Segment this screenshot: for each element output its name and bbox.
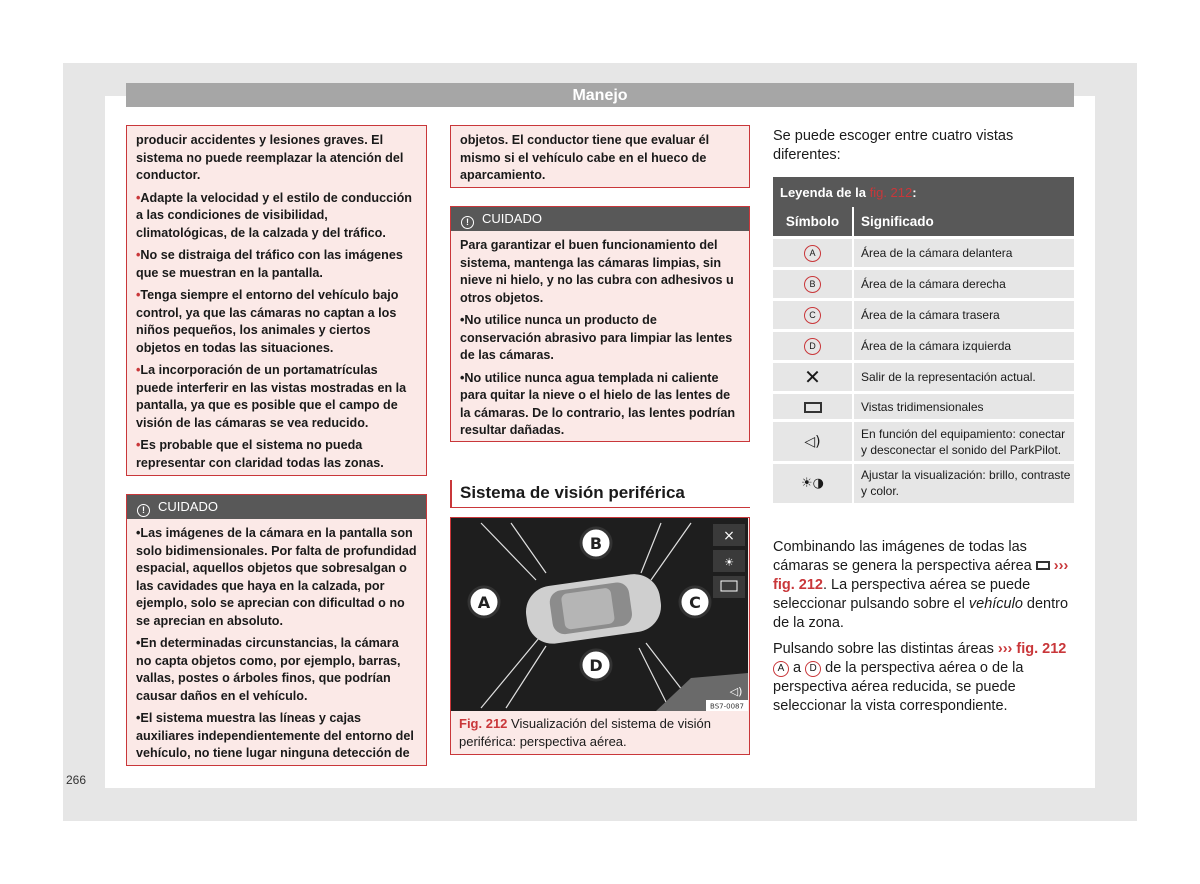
col-meaning-header: Significado <box>853 207 1074 238</box>
caution-item: • El sistema muestra las líneas y cajas auxiliares independientemente del entorno del vehículo, no tiene lugar ninguna detección de <box>136 710 417 763</box>
figure-caption <box>459 715 744 751</box>
label-a[interactable] <box>469 587 499 617</box>
caution-header <box>127 495 426 519</box>
area-a-icon: A <box>804 245 821 262</box>
paragraph-areas: Pulsando sobre las distintas áreas ››› fig. 212 A a D de la perspectiva aérea o de la perspectiva aérea reducida, se puede seleccionar la vista correspondiente. <box>773 641 1067 714</box>
page-number: 266 <box>66 773 87 787</box>
caution-icon: ! <box>137 504 150 517</box>
legend-meaning: En función del equipamiento: conectar y desconectar el sonido del ParkPilot. <box>853 421 1074 463</box>
warning-text: objetos. El conductor tiene que evaluar él mismo si el vehículo cabe en el hueco de aparcamiento. <box>460 133 710 182</box>
svg-text:A: A <box>477 593 491 612</box>
caution-icon: ! <box>461 216 474 229</box>
label-b[interactable] <box>581 528 611 558</box>
brightness-icon: ☀◑ <box>801 475 824 491</box>
area-c-icon: C <box>804 307 821 324</box>
caution-intro: Para garantizar el buen funcionamiento del sistema, mantenga las cámaras limpias, sin nieve ni hielo, y no las cubra con adhesivos u otros objetos. <box>460 238 734 305</box>
warning-item: • No se distraiga del tráfico con las imágenes que se muestran en la pantalla. <box>136 247 417 282</box>
legend-meaning: Área de la cámara trasera <box>853 300 1074 331</box>
warning-item: • La incorporación de un portamatrículas puede interferir en las vistas mostradas en la pantalla, ya que es posible que el campo de visión de las cámaras se vea reducido. <box>136 362 417 432</box>
close-icon: ✕ <box>804 365 821 389</box>
label-c[interactable] <box>680 587 710 617</box>
warning-item: • Adapte la velocidad y el estilo de conducción a las condiciones de visibilidad, climatológicas, de la calzada y del tráfico. <box>136 190 417 243</box>
warning-box-end <box>450 125 750 188</box>
warning-box-continued <box>126 125 427 476</box>
3d-view-icon <box>804 402 822 413</box>
caution-item: • No utilice nunca agua templada ni caliente para quitar la nieve o el hielo de las lentes de la cámaras. De lo contrario, las lentes podrían resultar dañadas. <box>460 370 740 440</box>
close-icon: × <box>723 528 735 544</box>
caution-item: • En determinadas circunstancias, la cámara no capta objetos como, por ejemplo, barras, vallas, postes o árboles finos, que podrían causar daños en el vehículo. <box>136 635 417 705</box>
svg-text:B: B <box>589 534 603 553</box>
figure-caption-label: Fig. 212 <box>459 716 508 731</box>
area-b-icon: B <box>804 276 821 293</box>
legend-meaning: Vistas tridimensionales <box>853 393 1074 421</box>
caution-box-middle <box>450 206 750 442</box>
chapter-header: Manejo <box>126 83 1074 107</box>
legend-title: Leyenda de la fig. 212: <box>773 177 1074 207</box>
legend-meaning: Área de la cámara izquierda <box>853 331 1074 362</box>
fig-ref-link[interactable]: ››› fig. 212 <box>997 641 1067 657</box>
label-d[interactable] <box>581 650 611 680</box>
caution-title: CUIDADO <box>482 211 542 226</box>
legend-meaning: Salir de la representación actual. <box>853 362 1074 393</box>
fig-ref-link[interactable]: ››› fig. 212 <box>773 558 1069 593</box>
caution-item: • Las imágenes de la cámara en la pantalla son solo bidimensionales. Por falta de profundidad espacial, aquellos objetos que sobresalgan o las cavidades que haya en la calzada, por ejemplo, solo se aprecian con dificultad o no se aprecian en absoluto. <box>136 525 417 630</box>
area-a-icon: A <box>773 661 789 677</box>
area-d-icon: D <box>805 661 821 677</box>
legend-meaning: Área de la cámara derecha <box>853 269 1074 300</box>
area-d-icon: D <box>804 338 821 355</box>
warning-item: • Es probable que el sistema no pueda representar con claridad todas las zonas. <box>136 437 417 472</box>
caution-item: • No utilice nunca un producto de conservación abrasivo para limpiar las lentes de las cámaras. <box>460 312 740 365</box>
caution-header <box>451 207 749 231</box>
aerial-view-illustration <box>451 518 748 711</box>
legend-meaning: Ajustar la visualización: brillo, contraste y color. <box>853 463 1074 503</box>
caution-title: CUIDADO <box>158 499 218 514</box>
figure-code: BS7-0087 <box>710 702 744 711</box>
3d-view-inline-icon <box>1036 561 1050 570</box>
legend-meaning: Área de la cámara delantera <box>853 238 1074 269</box>
intro-paragraph: Se puede escoger entre cuatro vistas diferentes: <box>773 128 1014 163</box>
caution-box-left <box>126 494 427 766</box>
speaker-icon: ◁) <box>729 685 743 698</box>
svg-text:C: C <box>689 593 701 612</box>
speaker-icon: ◁) <box>804 433 821 450</box>
legend-table <box>773 177 1074 503</box>
camera-screen <box>451 518 748 711</box>
col-symbol-header: Símbolo <box>773 207 853 238</box>
warning-text: producir accidentes y lesiones graves. El sistema no puede reemplazar la atención del conductor. <box>136 133 404 182</box>
figure-212 <box>450 517 750 755</box>
brightness-icon: ☀ <box>724 556 734 569</box>
figure-caption-text: Visualización del sistema de visión periférica: perspectiva aérea. <box>459 716 711 749</box>
paragraph-aerial: Combinando las imágenes de todas las cámaras se genera la perspectiva aérea ››› fig. 212. La perspectiva aérea se puede seleccionar pulsando sobre el vehículo dentro de la zona. <box>773 539 1069 631</box>
warning-item: • Tenga siempre el entorno del vehículo bajo control, ya que las cámaras no captan a los niños pequeños, los animales y ciertos objetos en todas las situaciones. <box>136 287 417 357</box>
legend-fig-ref[interactable]: fig. 212 <box>869 184 913 200</box>
svg-text:D: D <box>589 656 603 675</box>
section-title: Sistema de visión periférica <box>450 480 750 508</box>
